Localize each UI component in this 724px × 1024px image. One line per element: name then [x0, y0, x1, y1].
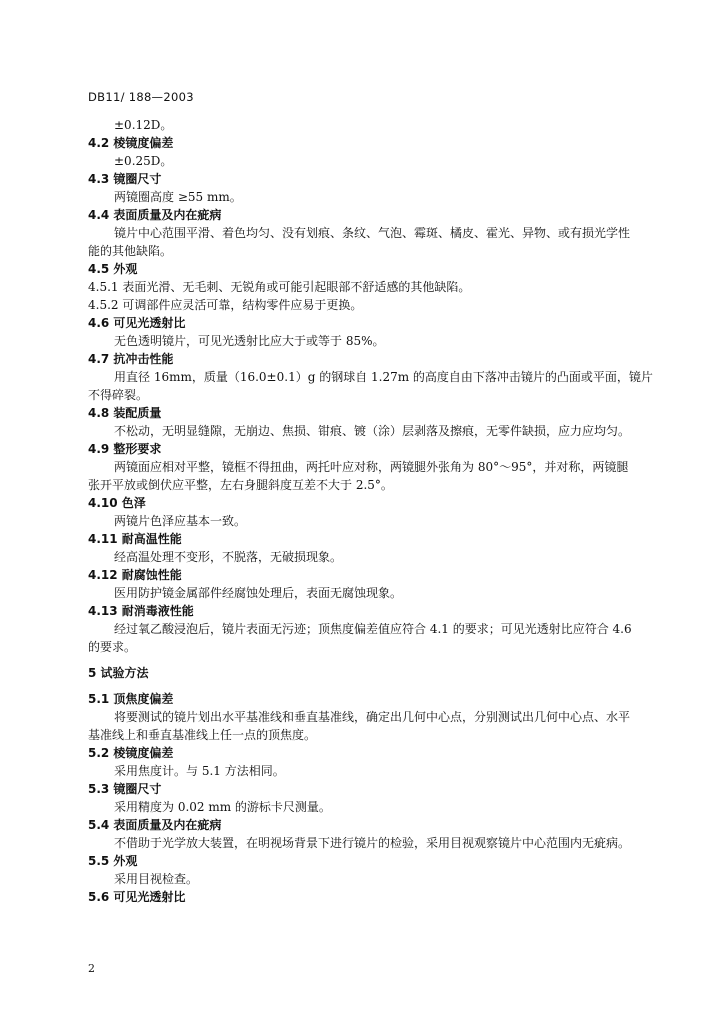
body-text-line: 将要测试的镜片划出水平基准线和垂直基准线，确定出几何中心点，分别测试出几何中心点、水平	[114, 710, 631, 724]
body-text-line: 采用精度为 0.02 mm 的游标卡尺测量。	[114, 800, 331, 814]
body-text-line: 4.5.2 可调部件应灵活可靠，结构零件应易于更换。	[88, 298, 363, 312]
section-heading: 4.3 镜圈尺寸	[88, 172, 162, 186]
body-text-line: 不得碎裂。	[88, 388, 149, 402]
body-text-line: 无色透明镜片，可见光透射比应大于或等于 85%。	[114, 334, 385, 348]
page-number: 2	[88, 962, 95, 975]
section-heading: 4.2 棱镜度偏差	[88, 136, 174, 150]
section-heading: 5.4 表面质量及内在疵病	[88, 818, 222, 832]
section-heading: 4.11 耐高温性能	[88, 532, 182, 546]
section-heading: 5.5 外观	[88, 854, 138, 868]
body-text-line: 基准线上和垂直基准线上任一点的顶焦度。	[88, 728, 317, 742]
body-text-line: 不松动，无明显缝隙，无崩边、焦损、钳痕、镀（涂）层剥落及擦痕，无零件缺损，应力应均匀。	[114, 424, 631, 438]
section-heading: 4.12 耐腐蚀性能	[88, 568, 182, 582]
body-text-line: 采用焦度计。与 5.1 方法相同。	[114, 764, 285, 778]
body-text-line: 采用目视检查。	[114, 872, 199, 886]
body-text-line: 4.5.1 表面光滑、无毛刺、无锐角或可能引起眼部不舒适感的其他缺陷。	[88, 280, 471, 294]
body-text-line: 镜片中心范围平滑、着色均匀、没有划痕、条纹、气泡、霉斑、橘皮、霍光、异物、或有损光学性	[114, 226, 631, 240]
section-heading: 4.9 整形要求	[88, 442, 162, 456]
section-heading: 4.13 耐消毒液性能	[88, 604, 194, 618]
body-text-line: 医用防护镜金属部件经腐蚀处理后，表面无腐蚀现象。	[114, 586, 403, 600]
section-heading: 4.5 外观	[88, 262, 138, 276]
section-heading: 5.3 镜圈尺寸	[88, 782, 162, 796]
body-text-line: 不借助于光学放大装置，在明视场背景下进行镜片的检验，采用目视观察镜片中心范围内无疵病。	[114, 836, 631, 850]
section-heading: 4.6 可见光透射比	[88, 316, 186, 330]
section-heading: 4.8 装配质量	[88, 406, 162, 420]
body-text-line: 用直径 16mm，质量（16.0±0.1）g 的钢球自 1.27m 的高度自由下落冲击镜片的凸面或平面，镜片	[114, 370, 653, 384]
section-heading: 4.7 抗冲击性能	[88, 352, 174, 366]
body-text-line: 两镜圈高度 ≥55 mm。	[114, 190, 242, 204]
body-text-line: 两镜面应相对平整，镜框不得扭曲，两托叶应对称，两镜腿外张角为 80°～95°，并对称，两镜腿	[114, 460, 629, 474]
section-heading: 5.2 棱镜度偏差	[88, 746, 174, 760]
body-text-line: ±0.12D。	[114, 118, 173, 132]
body-text-line: 能的其他缺陷。	[88, 244, 173, 258]
body-text-line: 张开平放或倒伏应平整，左右身腿斜度互差不大于 2.5°。	[88, 478, 393, 492]
section-heading: 5.6 可见光透射比	[88, 890, 186, 904]
section-heading: 5.1 顶焦度偏差	[88, 692, 174, 706]
body-text-line: ±0.25D。	[114, 154, 173, 168]
body-text-line: 经过氧乙酸浸泡后，镜片表面无污迹；顶焦度偏差值应符合 4.1 的要求；可见光透射比应符合 4.6	[114, 622, 632, 636]
section-heading: 5 试验方法	[88, 666, 149, 680]
body-text-line: 的要求。	[88, 640, 137, 654]
section-heading: 4.10 色泽	[88, 496, 146, 510]
section-heading: 4.4 表面质量及内在疵病	[88, 208, 222, 222]
body-text-line: 两镜片色泽应基本一致。	[114, 514, 247, 528]
document-code-header: DB11/ 188—2003	[88, 90, 194, 104]
body-text-line: 经高温处理不变形，不脱落，无破损现象。	[114, 550, 343, 564]
